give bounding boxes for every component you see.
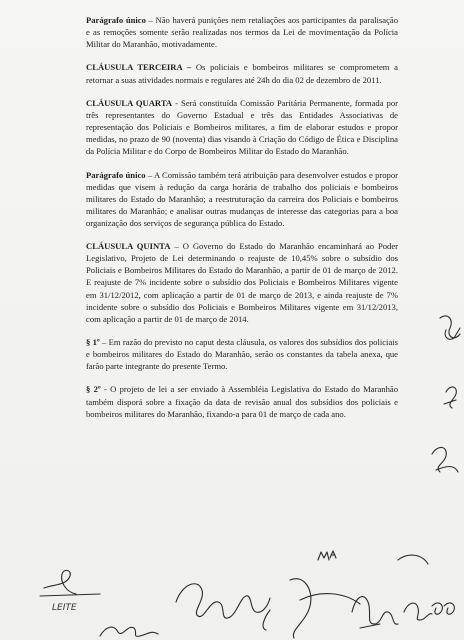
margin-signature-2 — [444, 387, 456, 408]
paragraph-text: – Em razão do previsto no caput desta cláusula, os valores dos subsídios dos policiais e bombeiros militares do Estado do Maranhão, serão os constantes da tabela anexa, que farão parte integrante do presente Termo. — [86, 337, 398, 372]
document-body — [86, 14, 398, 431]
paragraph-clausula-quarta — [86, 97, 398, 157]
paragraph-label: CLÁUSULA QUINTA — [86, 241, 171, 252]
paragraph-label: Parágrafo único — [86, 169, 146, 180]
paragraph-section-1 — [86, 336, 398, 372]
signature-center-right — [290, 579, 360, 638]
signature-right-1 — [352, 597, 398, 628]
paragraph-text: – O Governo do Estado do Maranhão encaminhará ao Poder Legislativo, Projeto de Lei determinando o reajuste de 10,45% sobre o subsídio dos Policiais e Bombeiros Militares do Estado do Maranhão, a partir de 01 de março de 2012. E reajuste de 7% incidente sobre o subsídio dos Policiais e Bombeiros Militares vigente em 31/12/2012, com aplicação a partir de 01 de março de 2013, e ainda reajuste de 7% incidente sobre o subsídio dos Policiais e Bombeiros Militares vigente em 31/12/2013, com aplicação a partir de 01 de março de 2014. — [86, 241, 398, 324]
paragraph-clausula-terceira — [86, 61, 398, 85]
paragraph-section-2 — [86, 383, 398, 419]
paragraph-label: § 1º — [86, 337, 100, 347]
paragraph-text: - O projeto de lei a ser enviado à Assembléia Legislativa do Estado do Maranhão também disporá sobre a fixação da data de revisão anual dos subsídios dos policiais e bombeiros militares do Maranhão, fixando-a para 01 de março de cada ano. — [86, 384, 398, 419]
paragraph-text: - Será constituída Comissão Paritária Permanente, formada por três representantes do Governo Estadual e três das Entidades Associativas de representação dos Policiais e Bombeiros militares, a fim de elaborar estudos e propor medidas, no prazo de 90 (noventa) dias visando à Criação do Código de Ética e Disciplina da Polícia Militar e do Corpo de Bombeiros Militar do Estado do Maranhão. — [86, 97, 399, 157]
signature-center — [176, 584, 270, 630]
paragraph-text: – Não haverá punições nem retaliações aos participantes da paralisação e as remoções somente serão realizadas nos termos da Lei de movimentação da Polícia Militar do Maranhão, motivadamente. — [86, 15, 398, 50]
paragraph-label: Parágrafo único — [86, 15, 146, 25]
paragraph-text: – A Comissão também terá atribuição para desenvolver estudos e propor medidas que visem à redução da carga horária de trabalho dos policiais e bombeiros militares do Estado do Maranhão; a reestruturação da carreira dos Policiais e bombeiros militares do Maranhão; e analisar outras mudanças de interesse das categorias para a boa organização dos serviços de segurança pública do Estado. — [86, 169, 398, 228]
signature-ma — [318, 551, 336, 560]
paragraph-paragrafo-unico-1 — [86, 14, 398, 50]
signature-caption: LEITE — [52, 603, 77, 613]
signature-right-3 — [432, 603, 454, 614]
margin-signature-3 — [432, 447, 458, 472]
signature-left — [40, 570, 100, 596]
paragraph-label: CLÁUSULA QUARTA — [86, 97, 173, 108]
paragraph-label: CLÁUSULA TERCEIRA – — [86, 62, 192, 73]
paragraph-clausula-quinta — [86, 240, 398, 325]
signature-right-swoop — [398, 555, 428, 564]
paragraph-label: § 2º — [86, 384, 101, 395]
paragraph-text: Os policiais e bombeiros militares se comprometem a retornar a suas atividades normais e regulares até 24h do dia 02 de dezembro de 2011. — [86, 62, 398, 85]
signature-bottom-left — [100, 627, 158, 636]
paragraph-paragrafo-unico-2 — [86, 169, 398, 229]
margin-signature-1 — [440, 316, 460, 339]
signature-right-2 — [404, 603, 432, 620]
